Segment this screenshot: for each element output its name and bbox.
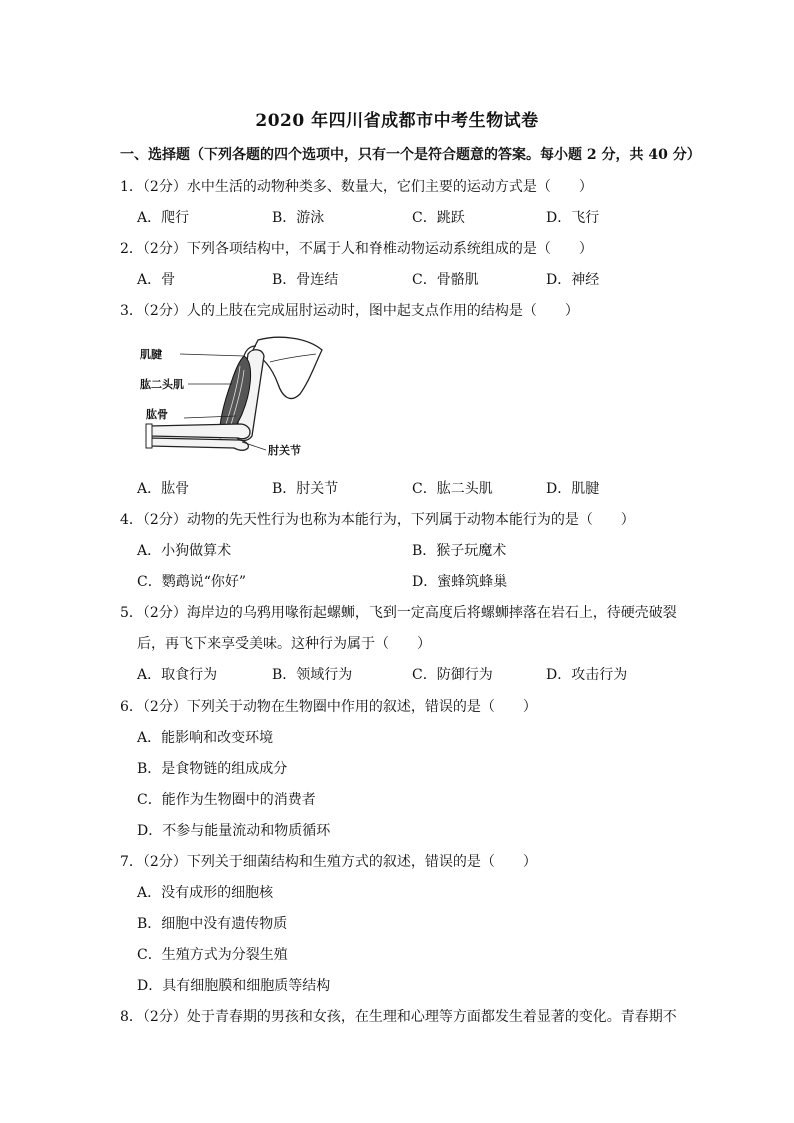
question-2-option-c[interactable]: C．骨骼肌 bbox=[412, 272, 479, 288]
question-6-option-d[interactable]: D．不参与能量流动和物质循环 bbox=[137, 823, 331, 839]
section-heading: 一、选择题（下列各题的四个选项中，只有一个是符合题意的答案。每小题 2 分，共 40 分） bbox=[120, 147, 701, 163]
question-3-option-a[interactable]: A．肱骨 bbox=[137, 481, 190, 497]
question-1-option-d[interactable]: D．飞行 bbox=[546, 210, 600, 226]
label-humerus: 肱骨 bbox=[146, 408, 168, 421]
question-4-stem: 4．（2分）动物的先天性行为也称为本能行为，下列属于动物本能行为的是（ ） bbox=[120, 512, 635, 528]
label-tendon: 肌腱 bbox=[140, 348, 162, 361]
question-1-option-b[interactable]: B．游泳 bbox=[272, 210, 325, 226]
question-7-option-a[interactable]: A．没有成形的细胞核 bbox=[137, 885, 274, 901]
question-6-option-c[interactable]: C．能作为生物圈中的消费者 bbox=[137, 792, 316, 808]
label-elbow-joint: 肘关节 bbox=[268, 444, 301, 457]
question-3-stem: 3．（2分）人的上肢在完成屈肘运动时，图中起支点作用的结构是（ ） bbox=[120, 303, 579, 319]
question-2-option-a[interactable]: A．骨 bbox=[137, 272, 176, 288]
question-2-option-d[interactable]: D．神经 bbox=[546, 272, 600, 288]
question-5-option-b[interactable]: B．领域行为 bbox=[272, 667, 353, 683]
question-1-option-a[interactable]: A．爬行 bbox=[137, 210, 190, 226]
question-6-option-a[interactable]: A．能影响和改变环境 bbox=[137, 730, 274, 746]
question-1-option-c[interactable]: C．跳跃 bbox=[412, 210, 465, 226]
question-8-stem: 8．（2分）处于青春期的男孩和女孩，在生理和心理等方面都发生着显著的变化。青春期不 bbox=[120, 1009, 677, 1025]
question-4-option-c[interactable]: C．鹦鹉说“你好” bbox=[137, 574, 247, 590]
label-biceps: 肱二头肌 bbox=[140, 378, 184, 391]
question-2-stem: 2．（2分）下列各项结构中，不属于人和脊椎动物运动系统组成的是（ ） bbox=[120, 241, 593, 257]
arm-muscle-diagram bbox=[140, 332, 330, 462]
question-7-option-c[interactable]: C．生殖方式为分裂生殖 bbox=[137, 947, 288, 963]
question-6-option-b[interactable]: B．是食物链的组成成分 bbox=[137, 761, 288, 777]
question-3-option-c[interactable]: C．肱二头肌 bbox=[412, 481, 493, 497]
question-4-option-a[interactable]: A．小狗做算术 bbox=[137, 543, 232, 559]
question-3-option-d[interactable]: D．肌腱 bbox=[546, 481, 600, 497]
question-7-option-b[interactable]: B．细胞中没有遗传物质 bbox=[137, 916, 288, 932]
question-1-stem: 1．（2分）水中生活的动物种类多、数量大，它们主要的运动方式是（ ） bbox=[120, 179, 593, 195]
question-4-option-b[interactable]: B．猴子玩魔术 bbox=[412, 543, 507, 559]
question-4-option-d[interactable]: D．蜜蜂筑蜂巢 bbox=[412, 574, 508, 590]
question-2-option-b[interactable]: B．骨连结 bbox=[272, 272, 339, 288]
question-7-stem: 7．（2分）下列关于细菌结构和生殖方式的叙述，错误的是（ ） bbox=[120, 854, 537, 870]
question-5-option-a[interactable]: A．取食行为 bbox=[137, 667, 218, 683]
question-3-option-b[interactable]: B．肘关节 bbox=[272, 481, 339, 497]
question-5-option-c[interactable]: C．防御行为 bbox=[412, 667, 493, 683]
question-6-stem: 6．（2分）下列关于动物在生物圈中作用的叙述，错误的是（ ） bbox=[120, 699, 537, 715]
question-7-option-d[interactable]: D．具有细胞膜和细胞质等结构 bbox=[137, 978, 331, 994]
page-title: 2020 年四川省成都市中考生物试卷 bbox=[255, 111, 539, 131]
question-5-stem-continued: 后，再飞下来享受美味。这种行为属于（ ） bbox=[137, 636, 431, 652]
question-5-option-d[interactable]: D．攻击行为 bbox=[546, 667, 628, 683]
question-5-stem: 5．（2分）海岸边的乌鸦用喙衔起螺蛳，飞到一定高度后将螺蛳摔落在岩石上，待硬壳破裂 bbox=[120, 605, 677, 621]
